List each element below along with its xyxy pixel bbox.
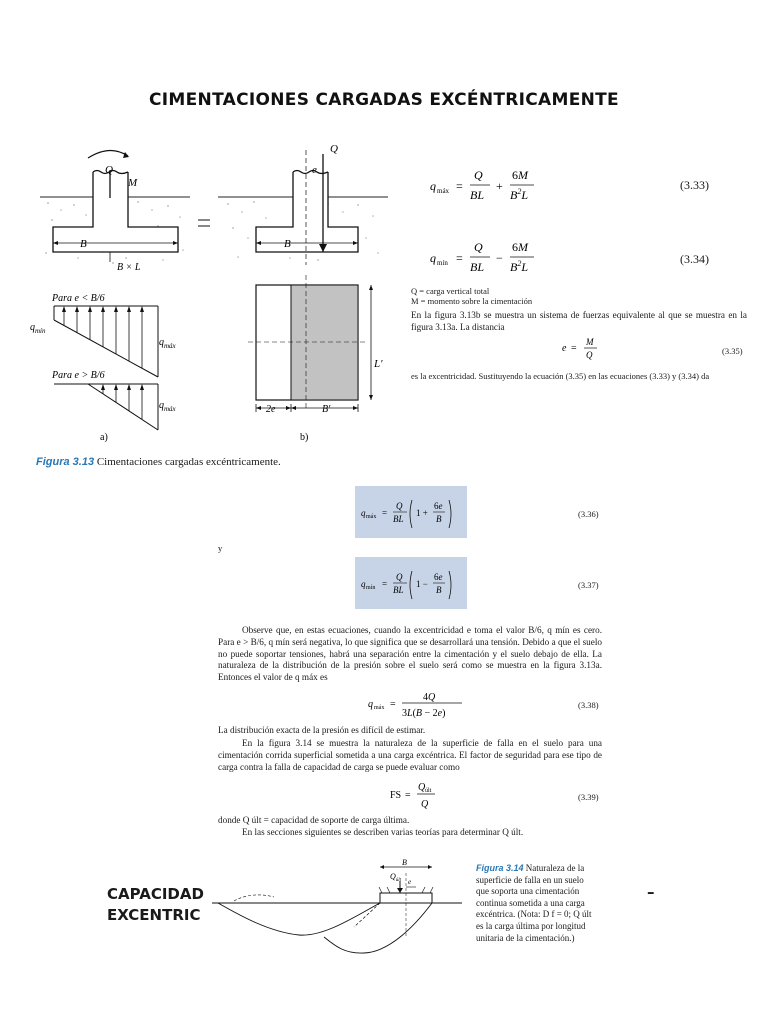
label-Q-b: Q — [330, 143, 338, 155]
svg-text:=: = — [456, 179, 463, 193]
equation-number-3-37: (3.37) — [578, 580, 599, 590]
fig314-label-B: B — [402, 858, 407, 867]
label-M-a: M — [128, 177, 138, 189]
equation-3-35 — [562, 334, 622, 364]
figure-3-14 — [204, 857, 464, 961]
definition-Q: Q = carga vertical total — [411, 286, 490, 296]
svg-text:BL: BL — [470, 188, 485, 202]
svg-text:q: q — [361, 579, 366, 589]
equation-number-3-39: (3.39) — [578, 792, 599, 802]
plan-view-b — [248, 275, 373, 412]
figure-3-14-text: Naturaleza de la superficie de falla en un suelo que soporta una cimentación continua sometida a una carga excéntrica. (Nota: D f = 0; Q últ es la carga última por longitud unitaria de la cimentación.) — [476, 863, 592, 943]
paragraph-fig-313b: En la figura 3.13b se muestra un sistema de fuerzas equivalente al que se muestra en la figura 3.13a. La distancia — [411, 310, 747, 332]
figure-3-14-caption — [476, 863, 596, 944]
fig314-label-e: e — [408, 878, 412, 886]
equation-box-3-37 — [355, 557, 467, 609]
fig314-label-Qult: $Q_{últ}$ — [390, 872, 402, 883]
label-B-a: B — [80, 238, 87, 250]
svg-text:q: q — [361, 508, 366, 518]
equation-box-3-36 — [355, 486, 467, 538]
pressure-diagram-lt — [54, 306, 158, 377]
svg-text:BL: BL — [393, 585, 404, 595]
svg-text:q: q — [368, 699, 373, 710]
label-para-lt: Para e < B/6 — [52, 293, 105, 304]
label-B-b: B — [284, 238, 291, 250]
svg-text:6e: 6e — [434, 572, 443, 582]
figure-3-14-panel — [204, 857, 596, 961]
svg-text:=: = — [390, 699, 396, 710]
svg-text:Q: Q — [396, 501, 403, 511]
caption-text: Cimentaciones cargadas excéntricamente. — [96, 456, 281, 468]
label-para-gt: Para e > B/6 — [52, 370, 105, 381]
svg-text:BL: BL — [393, 514, 404, 524]
svg-text:=: = — [405, 790, 411, 801]
label-qmax-1: $q_{máx}$ — [159, 337, 176, 350]
svg-text:6M: 6M — [512, 168, 528, 182]
svg-text:=: = — [382, 508, 388, 518]
equation-3-34-svg — [430, 238, 720, 278]
svg-text:máx: máx — [437, 187, 450, 195]
figure-3-13-caption — [36, 456, 281, 468]
svg-text:máx: máx — [366, 514, 377, 520]
section-heading — [107, 884, 204, 926]
svg-text:6M: 6M — [512, 240, 528, 254]
svg-text:Q: Q — [474, 240, 483, 254]
svg-text:Q: Q — [586, 350, 593, 360]
svg-text:M: M — [586, 337, 594, 347]
label-Lprime: L′ — [374, 358, 383, 370]
svg-text:e: e — [562, 343, 567, 354]
label-Q-a: Q — [105, 164, 113, 176]
section-heading-dash: – — [647, 883, 655, 901]
svg-text:=: = — [456, 251, 463, 265]
equation-3-36-svg — [355, 486, 467, 538]
svg-text:+: + — [496, 179, 503, 193]
svg-text:−: − — [496, 251, 503, 265]
pressure-diagram-gt — [54, 384, 158, 430]
paragraph-excentricidad: es la excentricidad. Sustituyendo la ecuación (3.35) en las ecuaciones (3.33) y (3.34) da — [411, 371, 710, 381]
svg-text:últ: últ — [425, 788, 432, 794]
section-heading-line2: EXCENTRIC — [107, 906, 201, 924]
svg-text:1 +: 1 + — [416, 508, 428, 518]
equation-number-3-33: (3.33) — [680, 178, 709, 192]
label-b: b) — [300, 432, 309, 443]
equation-number-3-38: (3.38) — [578, 700, 599, 710]
svg-text:máx: máx — [374, 705, 385, 711]
equation-number-3-35: (3.35) — [722, 346, 743, 356]
paragraph-donde: donde Q últ = capacidad de soporte de carga última. — [218, 815, 410, 825]
label-BxL: B × L — [117, 262, 141, 273]
label-qmax-2: $q_{máx}$ — [159, 400, 176, 413]
svg-text:Q: Q — [396, 572, 403, 582]
svg-text:=: = — [571, 343, 577, 354]
svg-text:BL: BL — [470, 260, 485, 274]
label-a: a) — [100, 432, 108, 443]
equation-3-33-svg — [430, 166, 720, 206]
section-heading-line1: CAPACIDAD — [107, 885, 204, 903]
equation-3-39 — [390, 778, 450, 812]
definition-M: M = momento sobre la cimentación — [411, 296, 533, 306]
paragraph-distribucion: La distribución exacta de la presión es difícil de estimar. — [218, 725, 426, 735]
svg-text:3L(B − 2e): 3L(B − 2e) — [402, 708, 446, 719]
paragraph-secciones: En las secciones siguientes se describen varias teorías para determinar Q últ. — [242, 827, 524, 837]
equation-3-37-svg — [355, 557, 467, 609]
svg-text:q: q — [430, 251, 436, 265]
svg-text:mín: mín — [437, 259, 448, 267]
paragraph-fig-314: En la figura 3.14 se muestra la naturaleza de la superficie de falla en el suelo para una cimentación corrida superficial sometida a una carga excéntrica. El factor de seguridad para ese tipo de carga contra la falla de capacidad de carga se puede evaluar como — [218, 738, 602, 772]
equation-number-3-34: (3.34) — [680, 252, 709, 266]
label-2e: 2e — [266, 404, 276, 415]
equation-3-34 — [430, 238, 720, 278]
svg-text:Q: Q — [474, 168, 483, 182]
figure-3-14-label: Figura 3.14 — [476, 863, 524, 873]
svg-text:6e: 6e — [434, 501, 443, 511]
svg-text:Q: Q — [418, 782, 426, 793]
conjunction-y: y — [218, 543, 223, 553]
svg-text:B: B — [436, 585, 442, 595]
label-Bprime: B′ — [322, 404, 331, 415]
figure-label: Figura 3.13 — [36, 456, 95, 468]
svg-text:=: = — [382, 579, 388, 589]
page-title: CIMENTACIONES CARGADAS EXCÉNTRICAMENTE — [149, 90, 619, 110]
footing-b — [256, 171, 358, 253]
svg-text:B2L: $B^2L$ — [510, 187, 529, 202]
svg-text:FS: FS — [390, 790, 402, 801]
svg-text:4Q: 4Q — [423, 692, 436, 703]
equation-3-33 — [430, 166, 720, 206]
label-e-b: e — [312, 164, 317, 176]
svg-text:mín: mín — [366, 585, 376, 591]
svg-text:B2L: $B^2L$ — [510, 259, 529, 274]
figure-3-13 — [28, 140, 388, 450]
svg-text:1 −: 1 − — [416, 579, 428, 589]
svg-text:Q: Q — [421, 799, 429, 810]
svg-text:B: B — [436, 514, 442, 524]
equation-number-3-36: (3.36) — [578, 509, 599, 519]
label-qmin: $q_{mín}$ — [30, 322, 46, 335]
svg-text:q: q — [430, 179, 436, 193]
equation-3-38 — [368, 688, 478, 722]
paragraph-observe: Observe que, en estas ecuaciones, cuando la excentricidad e toma el valor B/6, q mín es cero. Para e > B/6, q mín será negativa, lo que significa que se desarrollará una tensión. Debido a que el suelo no puede soportar tensiones, habrá una separación entre la cimentación y el suelo debajo de ella. La naturaleza de la distribución de la presión sobre el suelo será como se muestra en la figura 3.13a. Entonces el valor de q máx es — [218, 625, 602, 683]
